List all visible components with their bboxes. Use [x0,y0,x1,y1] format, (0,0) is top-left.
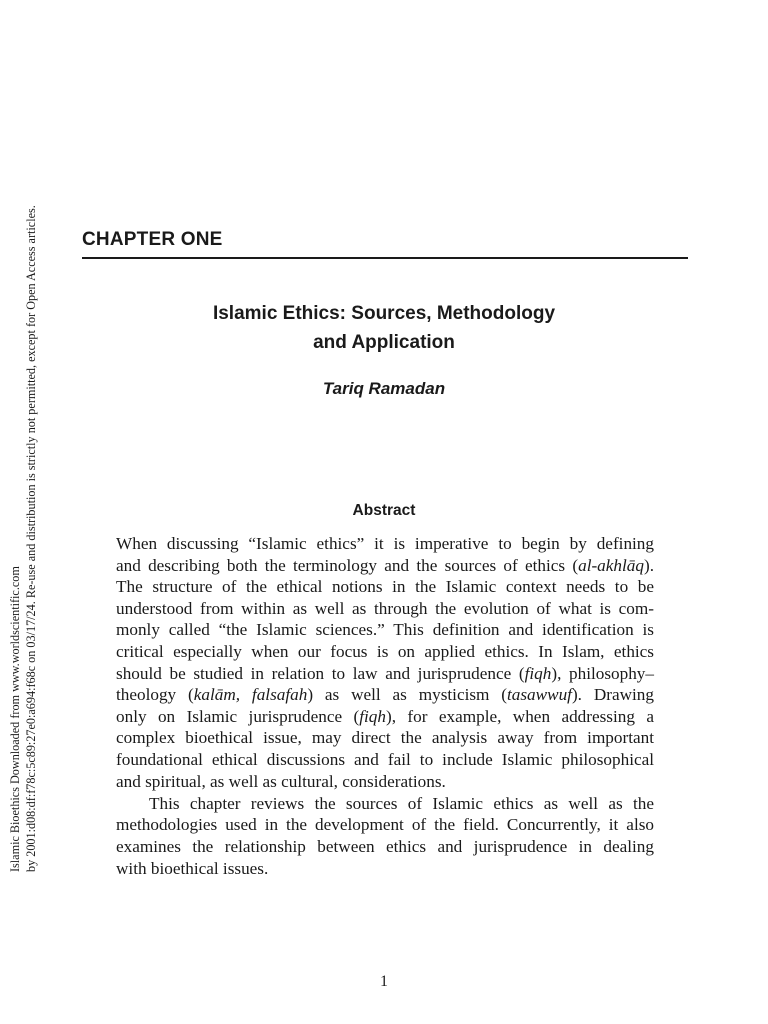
abstract-line: This chapter reviews the sources of Islamic ethics as well as the [149,793,654,813]
page-number: 1 [380,973,388,990]
download-notice-line-1: Islamic Bioethics Downloaded from www.worldscientific.com [8,566,22,872]
abstract-line: critical especially when our focus is on applied ethics. In Islam, ethics [116,641,654,661]
abstract-line: should be studied in relation to law and jurisprudence (fiqh), philosophy– [116,663,654,683]
abstract-line: theology (kalām, falsafah) as well as mysticism (tasawwuf). Drawing [116,685,654,705]
abstract-line: monly called “the Islamic sciences.” This definition and identification is [116,620,654,640]
abstract-line: complex bioethical issue, may direct the analysis away from important [116,728,654,748]
chapter-divider [82,257,688,259]
download-notice [7,148,39,872]
abstract-line: and describing both the terminology and the sources of ethics (al-akhlāq). [116,555,654,575]
transliterated-term: tasawwuf [507,685,572,705]
abstract-heading: Abstract [352,502,416,519]
chapter-title-line-1: Islamic Ethics: Sources, Methodology [212,303,556,324]
chapter-title [82,299,686,357]
chapter-title-line-2: and Application [313,332,455,353]
abstract-line: examines the relationship between ethics and jurisprudence in dealing [116,836,654,856]
abstract-line: and spiritual, as well as cultural, considerations. [116,771,446,791]
abstract-body [116,533,654,879]
abstract-line: The structure of the ethical notions in the Islamic context needs to be [116,577,654,597]
chapter-label: CHAPTER ONE [82,229,223,250]
download-notice-line-2: by 2001:d08:df:f78c:5c89:27e0:a694:f68c on 03/17/24. Re-use and distribution is strictly not permitted, except for Open Access articles. [24,205,38,872]
transliterated-term: fiqh [524,663,552,683]
abstract-line: foundational ethical discussions and fail to include Islamic philosophical [116,749,654,769]
transliterated-term: kalām, falsafah [193,685,308,705]
abstract-line: methodologies used in the development of the field. Concurrently, it also [116,815,654,835]
transliterated-term: al-akhlāq [578,555,644,575]
abstract-line: with bioethical issues. [116,858,269,878]
abstract-line: only on Islamic jurisprudence (fiqh), for example, when addressing a [116,706,654,726]
author-name: Tariq Ramadan [322,379,446,398]
transliterated-term: fiqh [359,706,386,726]
abstract-line: When discussing “Islamic ethics” it is imperative to begin by defining [116,534,654,553]
abstract-line: understood from within as well as through the evolution of what is com- [116,598,654,618]
